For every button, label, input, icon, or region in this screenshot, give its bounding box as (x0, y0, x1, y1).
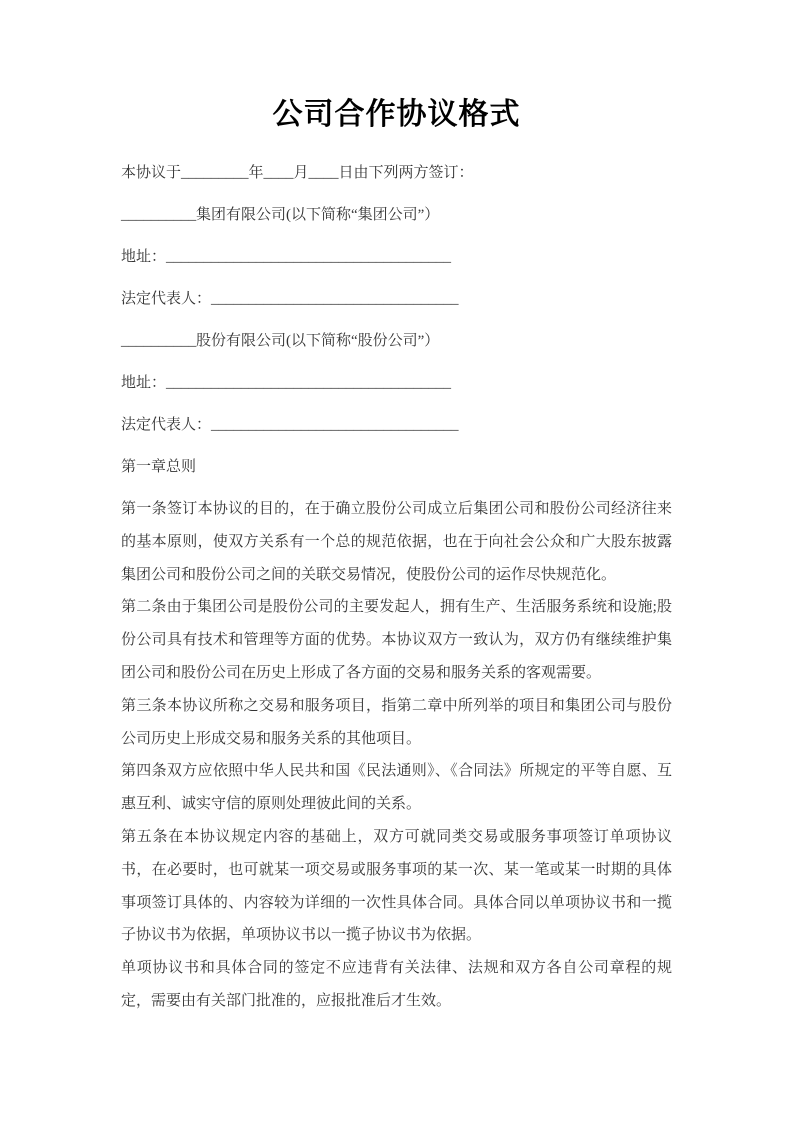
clause-3-paragraph: 第三条本协议所称之交易和服务项目，指第二章中所列举的项目和集团公司与股份公司历史上形成交易和服务关系的其他项目。 (121, 697, 672, 747)
clause-4-paragraph: 第四条双方应依照中华人民共和国《民法通则》、《合同法》所规定的平等自愿、互惠互利、诚实守信的原则处理彼此间的关系。 (121, 763, 672, 813)
party-b-name-line: __________股份有限公司(以下简称“股份公司”） (121, 333, 440, 349)
document-title: 公司合作协议格式 (272, 98, 521, 131)
party-b-legal-representative-line: 法定代表人：_________________________________ (121, 417, 459, 433)
party-b-address-line: 地址：______________________________________ (121, 375, 452, 391)
clause-2-paragraph: 第二条由于集团公司是股份公司的主要发起人，拥有生产、生活服务系统和设施;股份公司具有技术和管理等方面的优势。本协议双方一致认为，双方仍有继续维护集团公司和股份公司在历史上形成了各方面的交易和服务关系的客观需要。 (121, 599, 672, 681)
signing-date-line: 本协议于_________年____月____日由下列两方签订： (121, 165, 474, 181)
party-a-legal-representative-line: 法定代表人：_________________________________ (121, 291, 459, 307)
clause-5-paragraph: 第五条在本协议规定内容的基础上，双方可就同类交易或服务事项签订单项协议书，在必要时，也可就某一项交易或服务事项的某一次、某一笔或某一时期的具体事项签订具体的、内容较为详细的一次性具体合同。具体合同以单项协议书和一揽子协议书为依据，单项协议书以一揽子协议书为依据。 (121, 828, 672, 944)
clauses-section (121, 493, 672, 1018)
party-a-address-line: 地址：______________________________________ (121, 249, 452, 265)
closing-paragraph: 单项协议书和具体合同的签定不应违背有关法律、法规和双方各自公司章程的规定，需要由有关部门批准的，应报批准后才生效。 (121, 960, 672, 1009)
intro-section (121, 157, 672, 484)
clause-1-paragraph: 第一条签订本协议的目的，在于确立股份公司成立后集团公司和股份公司经济往来的基本原则，使双方关系有一个总的规范依据，也在于向社会公众和广大股东披露集团公司和股份公司之间的关联交易情况，使股份公司的运作尽快规范化。 (121, 501, 672, 583)
chapter-one-heading: 第一章总则 (121, 459, 197, 475)
party-a-name-line: __________集团有限公司(以下简称“集团公司”） (121, 207, 440, 223)
